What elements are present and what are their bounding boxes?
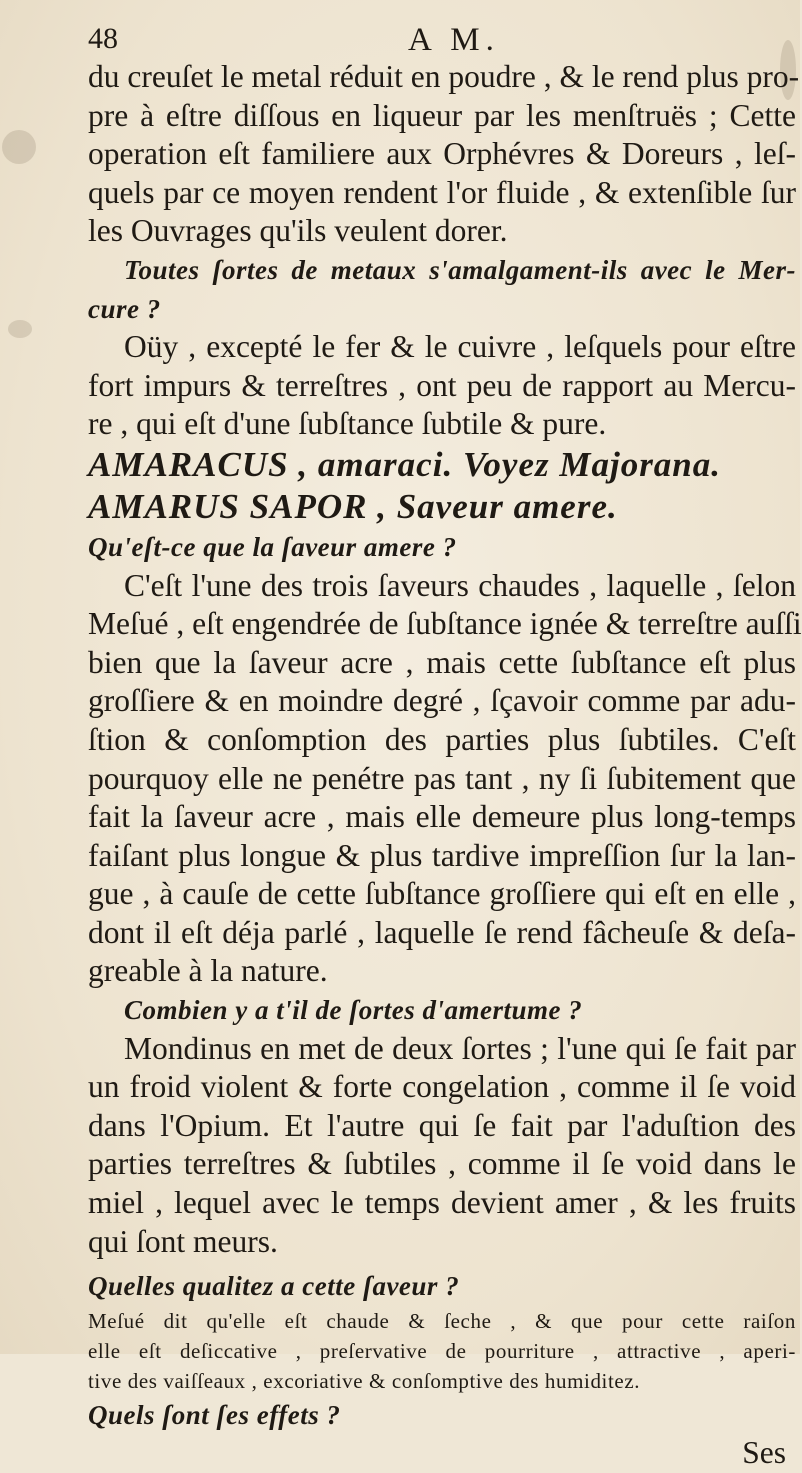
ink-stain <box>8 320 32 338</box>
text-line: parties terreſtres & ſubtiles , comme il ſe void dans le <box>88 1146 796 1182</box>
small-text-line: Meſué dit qu'elle eſt chaude & ſeche , & que pour cette raiſon <box>88 1308 796 1333</box>
text-line: Mondinus en met de deux ſortes ; l'une qui ſe fait par <box>124 1030 796 1066</box>
text-line: fait la ſaveur acre , mais elle demeure plus long-temps <box>88 799 796 835</box>
question-line: Quels ſont ſes effets ? <box>88 1399 341 1430</box>
text-line: un froid violent & forte congelation , comme il ſe void <box>88 1069 796 1105</box>
small-text-line: elle eſt deſiccative , preſervative de pourriture , attractive , aperi- <box>88 1338 796 1363</box>
text-line: operation eſt familiere aux Orphévres & Doreurs , leſ- <box>88 136 796 172</box>
text-line: quels par ce moyen rendent l'or fluide , & extenſible ſur <box>88 174 796 210</box>
small-text-line: tive des vaiſſeaux , excoriative & conſomptive des humiditez. <box>88 1368 641 1393</box>
question-line: Combien y a t'il de ſortes d'amertume ? <box>124 995 583 1026</box>
entry-heading-amarus-sapor: AMARUS SAPOR , Saveur amere. <box>88 486 618 526</box>
text-line: C'eſt l'une des trois ſaveurs chaudes , laquelle , ſelon <box>124 567 796 603</box>
text-line: les Ouvrages qu'ils veulent dorer. <box>88 213 508 249</box>
text-line: pre à eſtre diſſous en liqueur par les menſtruës ; Cette <box>88 97 796 133</box>
text-line: re , qui eſt d'une ſubſtance ſubtile & pure. <box>88 406 607 442</box>
text-line: ſtion & conſomption des parties plus ſubtiles. C'eſt <box>88 721 796 757</box>
ink-stain <box>2 130 36 164</box>
text-line: miel , lequel avec le temps devient amer , & les fruits <box>88 1185 796 1221</box>
text-line: Oüy , excepté le fer & le cuivre , leſquels pour eſtre <box>124 329 796 365</box>
text-line: dans l'Opium. Et l'autre qui ſe fait par l'aduſtion des <box>88 1107 796 1143</box>
body-text <box>88 58 802 1473</box>
text-line: faiſant plus longue & plus tardive impreſſion ſur la lan- <box>88 837 796 873</box>
page-number: 48 <box>88 22 118 55</box>
text-line: groſſiere & en moindre degré , ſçavoir comme par adu- <box>88 683 796 719</box>
question-line: Qu'eſt-ce que la ſaveur amere ? <box>88 531 457 562</box>
text-line: fort impurs & terreſtres , ont peu de rapport au Mercu- <box>88 367 796 403</box>
text-line: du creuſet le metal réduit en poudre , & le rend plus pro- <box>88 59 800 94</box>
text-line: dont il eſt déja parlé , laquelle ſe rend fâcheuſe & deſa- <box>88 914 796 950</box>
entry-heading-amaracus: AMARACUS , amaraci. Voyez Majorana. <box>88 444 722 484</box>
catchword: Ses <box>742 1435 786 1471</box>
text-line: greable à la nature. <box>88 953 328 989</box>
text-line: bien que la ſaveur acre , mais cette ſubſtance eſt plus <box>88 644 796 680</box>
question-line: Quelles qualitez a cette ſaveur ? <box>88 1271 460 1302</box>
question-line: Toutes ſortes de metaux s'amalgament-ils avec le Mer- <box>124 254 796 285</box>
text-line: gue , à cauſe de cette ſubſtance groſſiere qui eſt en elle , <box>88 876 796 912</box>
text-line: Meſué , eſt engendrée de ſubſtance ignée & terreſtre auſſi <box>88 606 802 642</box>
text-line: pourquoy elle ne penétre pas tant , ny ſi ſubitement que <box>88 760 796 796</box>
running-head: A M. <box>408 22 500 58</box>
text-line: qui ſont meurs. <box>88 1223 278 1259</box>
question-line: cure ? <box>88 293 161 324</box>
